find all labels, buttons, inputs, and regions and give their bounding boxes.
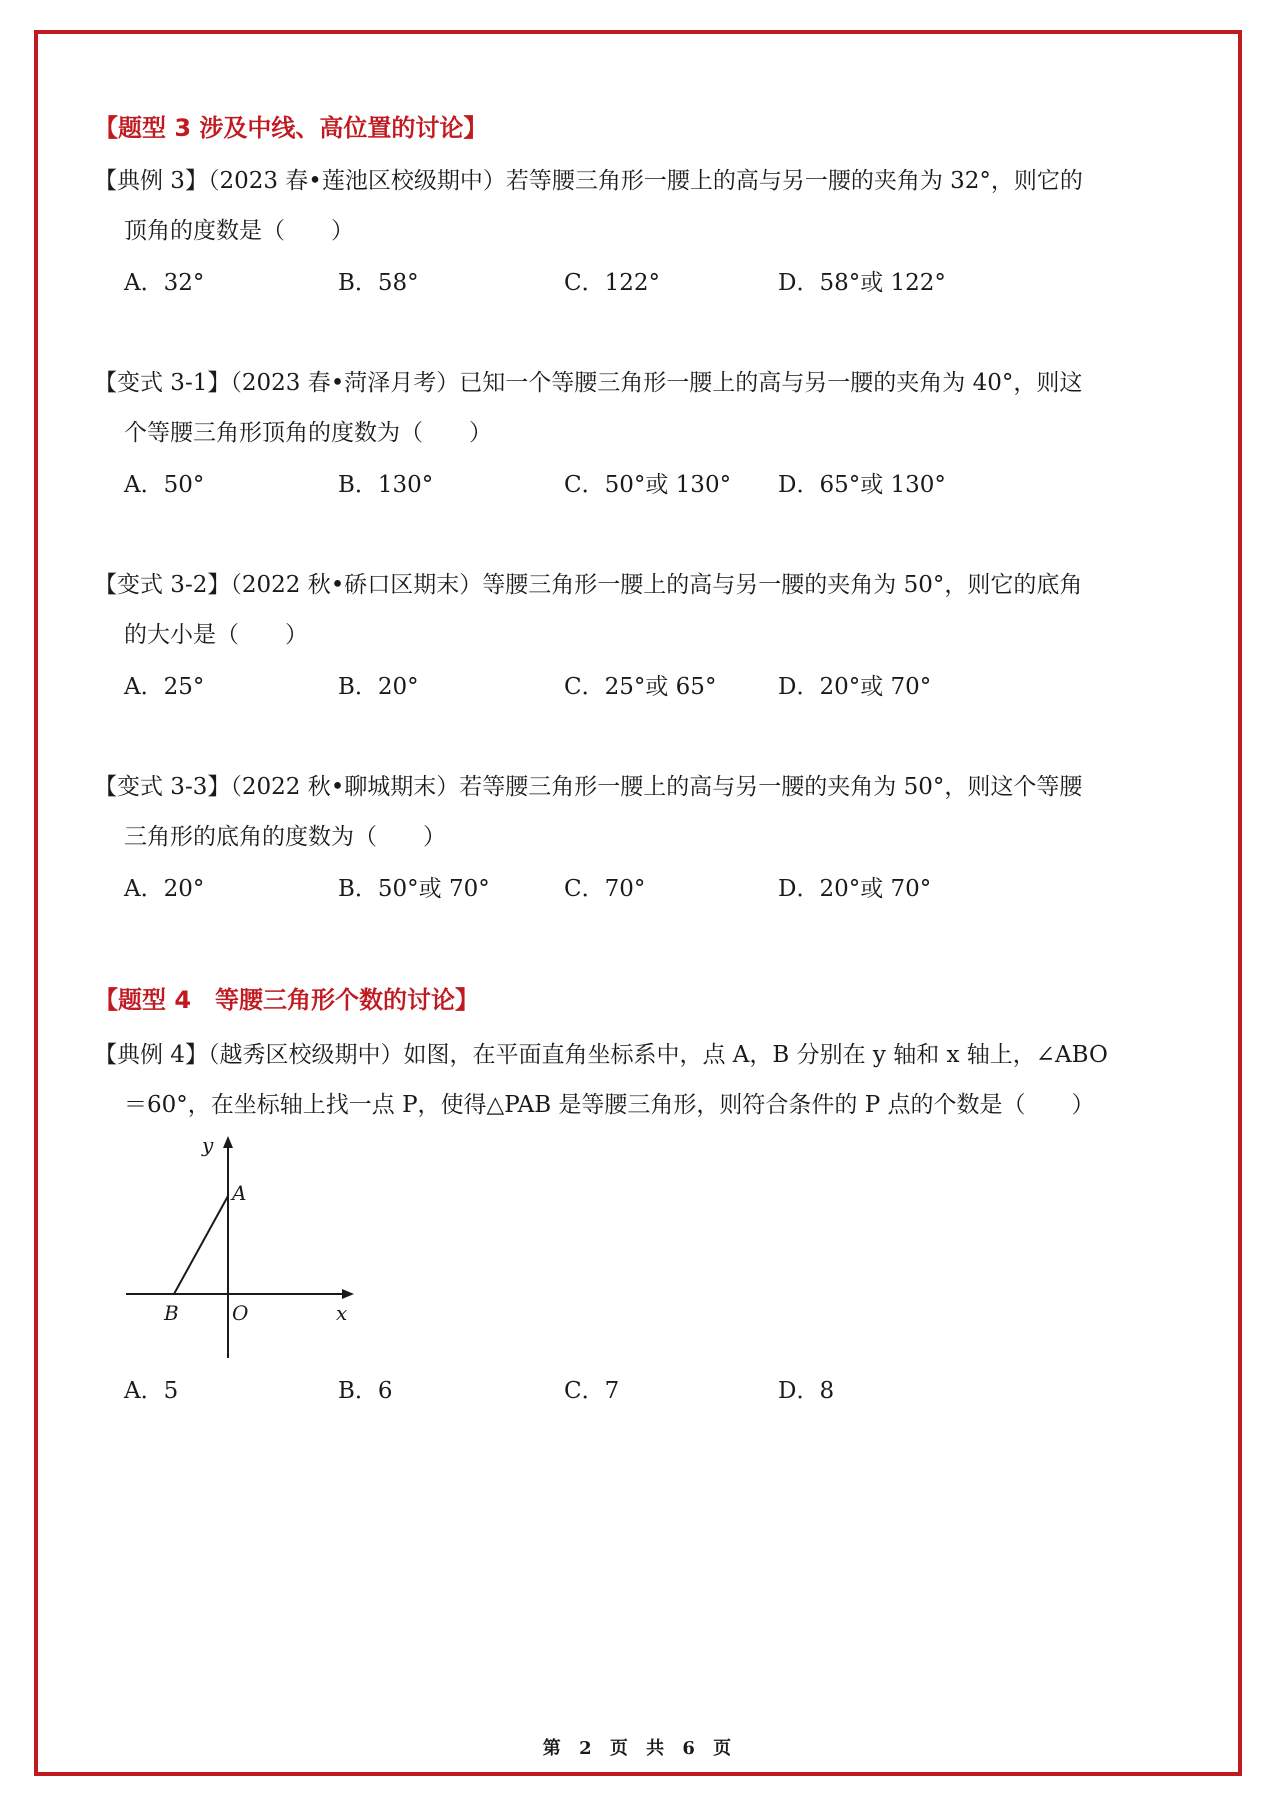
variant-3-2-option-a: A．25° [124,674,205,700]
page-number: 第 2 页 共 6 页 [542,1738,738,1759]
x-axis-arrow-icon [342,1289,354,1299]
section-title-3: 【题型 3 涉及中线、高位置的讨论】 [94,114,488,142]
label-b: B [164,1301,179,1325]
example-3-line-1: 【典例 3】（2023 春•莲池区校级期中）若等腰三角形一腰上的高与另一腰的夹角为 32°，则它的 [94,168,1083,194]
label-o: O [232,1301,249,1325]
variant-3-1-line-1: 【变式 3-1】（2023 春•菏泽月考）已知一个等腰三角形一腰上的高与另一腰的夹角为 40°，则这 [94,370,1083,396]
coordinate-figure [118,1130,368,1370]
example-3-option-d: D．58°或 122° [778,270,946,296]
variant-3-3-option-c: C．70° [564,876,646,902]
variant-3-1-option-d: D．65°或 130° [778,472,946,498]
variant-3-1-line-2: 个等腰三角形顶角的度数为（ ） [124,420,492,446]
section-title-4: 【题型 4 等腰三角形个数的讨论】 [94,986,480,1014]
variant-3-2-line-2: 的大小是（ ） [124,622,308,648]
variant-3-2-line-1: 【变式 3-2】（2022 秋•硚口区期末）等腰三角形一腰上的高与另一腰的夹角为 50°，则它的底角 [94,572,1083,598]
variant-3-1-option-a: A．50° [124,472,205,498]
y-axis-arrow-icon [223,1136,233,1148]
variant-3-3-option-a: A．20° [124,876,205,902]
variant-3-3-option-b: B．50°或 70° [338,876,490,902]
variant-3-3-line-1: 【变式 3-3】（2022 秋•聊城期末）若等腰三角形一腰上的高与另一腰的夹角为 50°，则这个等腰 [94,774,1083,800]
variant-3-1-option-c: C．50°或 130° [564,472,732,498]
variant-3-2-option-c: C．25°或 65° [564,674,717,700]
example-3-option-c: C．122° [564,270,660,296]
example-3-option-b: B．58° [338,270,419,296]
example-4-option-b: B．6 [338,1378,393,1404]
variant-3-3-option-d: D．20°或 70° [778,876,932,902]
example-3-line-2: 顶角的度数是（ ） [124,218,354,244]
example-3-option-a: A．32° [124,270,205,296]
label-a: A [232,1181,247,1205]
example-4-line-1: 【典例 4】（越秀区校级期中）如图，在平面直角坐标系中，点 A，B 分别在 y 轴和 x 轴上，∠ABO [94,1042,1108,1068]
variant-3-1-option-b: B．130° [338,472,434,498]
variant-3-2-option-d: D．20°或 70° [778,674,932,700]
example-4-line-2: ＝60°，在坐标轴上找一点 P，使得△PAB 是等腰三角形，则符合条件的 P 点的个数是（ ） [124,1092,1095,1118]
variant-3-3-line-2: 三角形的底角的度数为（ ） [124,824,446,850]
example-4-option-d: D．8 [778,1378,835,1404]
label-x: x [336,1301,348,1325]
label-y: y [202,1133,214,1157]
example-4-option-a: A．5 [124,1378,179,1404]
variant-3-2-option-b: B．20° [338,674,419,700]
segment-ab [174,1196,228,1294]
example-4-option-c: C．7 [564,1378,620,1404]
